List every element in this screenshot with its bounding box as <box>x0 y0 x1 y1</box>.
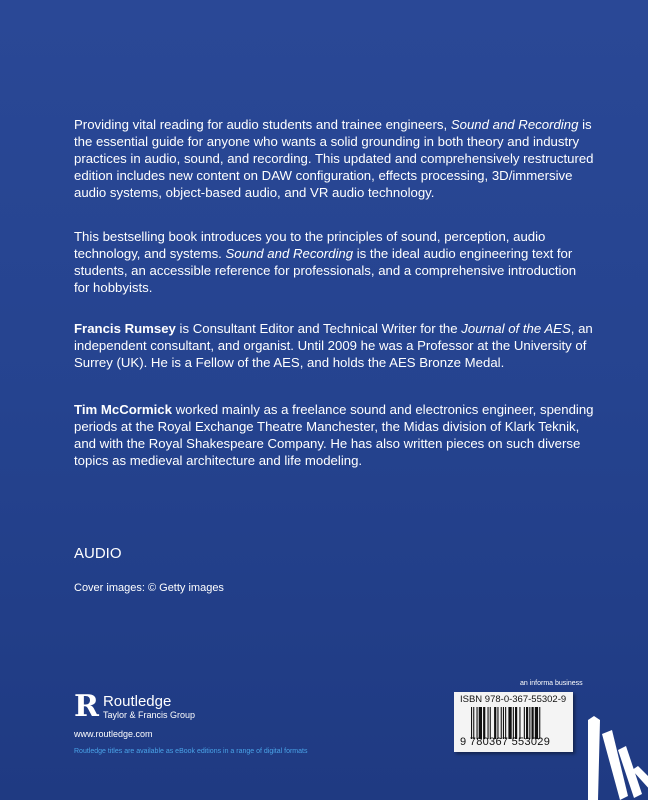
text: is Consultant Editor and Technical Writer for the <box>175 321 462 336</box>
text: Providing vital reading for audio students and trainee engineers, <box>74 117 451 132</box>
isbn-barcode <box>454 692 573 752</box>
barcode-bars-icon <box>471 707 566 739</box>
routledge-r-icon: R <box>74 689 99 724</box>
publisher-group: Taylor & Francis Group <box>102 710 195 720</box>
text: worked mainly as a freelance sound and electronics engineer, spending periods at the Royal Exchange Theatre Manchester, the Midas division of Klark Teknik, and with the Royal Shakespeare Company. He has also written pieces on such diverse topics as medieval architecture and life modeling. <box>74 402 594 468</box>
informa-tagline: an informa business <box>520 680 583 687</box>
description-paragraph-1 <box>74 116 594 201</box>
text: is the ideal audio engineering text for students, an accessible reference for professionals, and a comprehensive introduction for hobbyists. <box>74 246 577 295</box>
category-label: AUDIO <box>74 545 122 562</box>
book-title: Sound and Recording <box>225 246 354 261</box>
author-name: Tim McCormick <box>74 402 172 417</box>
publisher-url: www.routledge.com <box>74 729 153 739</box>
barcode-digits: 9 780367 553029 <box>460 736 551 748</box>
text: This bestselling book introduces you to the principles of sound, perception, audio technology, and systems. <box>74 229 546 261</box>
cover-credit: Cover images: © Getty images <box>74 582 224 594</box>
publisher-name: Routledge <box>102 693 172 710</box>
journal-title: Journal of the AES <box>461 321 571 336</box>
author-bio-1 <box>74 320 594 371</box>
book-title: Sound and Recording <box>450 117 579 132</box>
ebook-note: Routledge titles are available as eBook editions in a range of digital formats <box>74 748 308 755</box>
isbn-text: ISBN 978-0-367-55302-9 <box>460 694 567 705</box>
description-paragraph-2 <box>74 228 594 296</box>
falling-bars-decoration-icon <box>580 710 648 800</box>
author-bio-2 <box>74 401 594 469</box>
text: is the essential guide for anyone who wants a solid grounding in both theory and industry practices in audio, sound, and recording. This updated and comprehensively restructured edition includes new content on DAW configuration, effects processing, 3D/immersive audio systems, object-based audio, and VR audio technology. <box>74 117 594 200</box>
text: , an independent consultant, and organist. Until 2009 he was a Professor at the University of Surrey (UK). He is a Fellow of the AES, and holds the AES Bronze Medal. <box>74 321 593 370</box>
routledge-logo <box>74 689 195 724</box>
author-name: Francis Rumsey <box>74 321 176 336</box>
